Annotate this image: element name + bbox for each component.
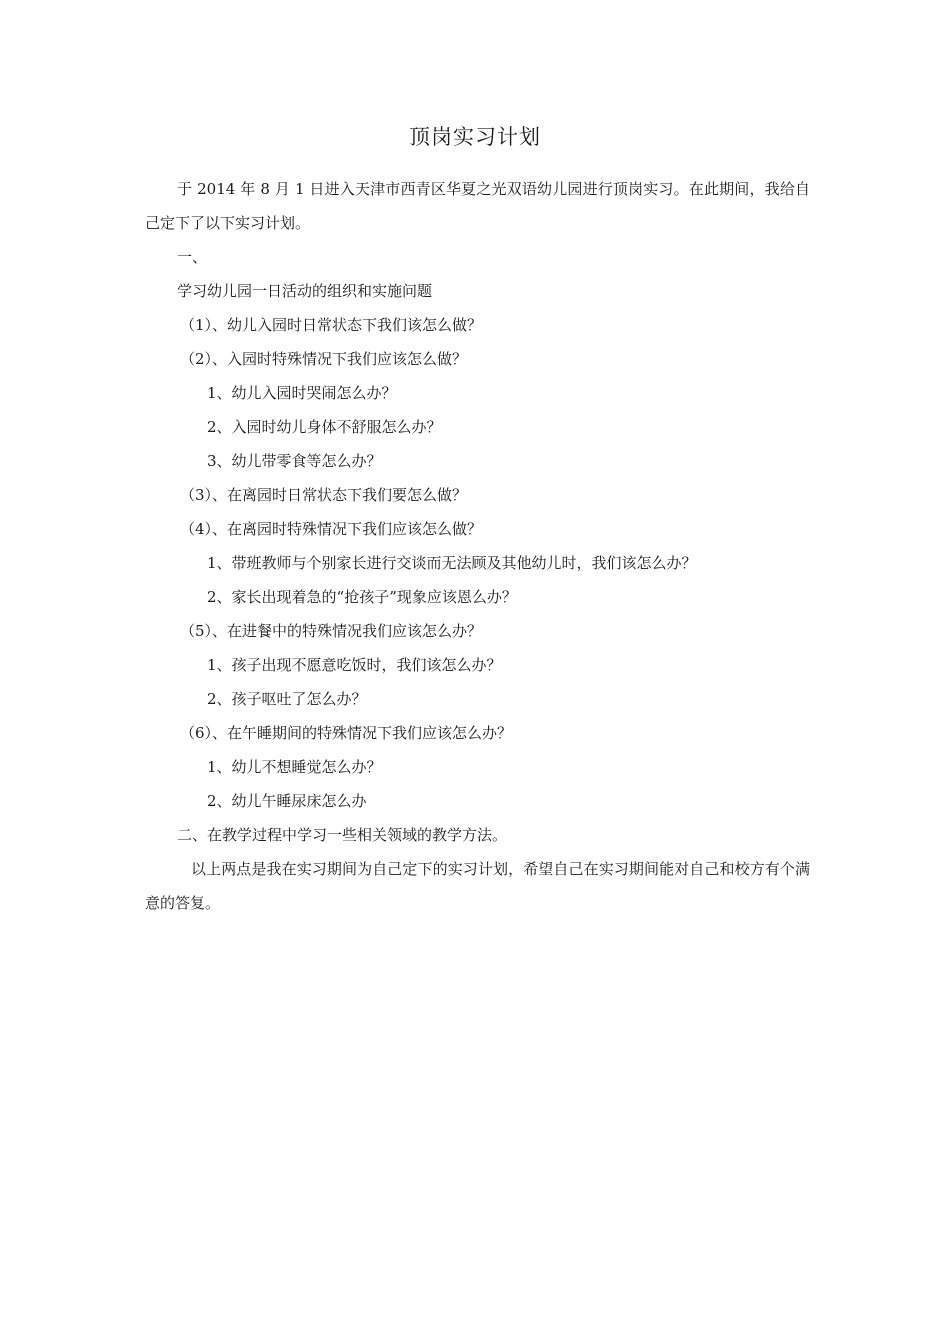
list-item-2-sub-2: 2、入园时幼儿身体不舒服怎么办？ <box>207 418 442 436</box>
list-item-5-sub-2: 2、孩子呕吐了怎么办？ <box>207 690 367 708</box>
list-item-3: （3）、在离园时日常状态下我们要怎么做？ <box>180 486 468 504</box>
list-item-5-sub-1: 1、孩子出现不愿意吃饭时，我们该怎么办？ <box>207 656 502 674</box>
section1-heading: 一、 <box>177 248 208 266</box>
section1-title: 学习幼儿园一日活动的组织和实施问题 <box>177 282 433 300</box>
intro-paragraph: 于 2014 年 8 月 1 日进入天津市西青区华夏之光双语幼儿园进行顶岗实习。在此期间，我给自己定下了以下实习计划。 <box>145 180 810 232</box>
document-body <box>145 172 810 920</box>
list-item-2-sub-3: 3、幼儿带零食等怎么办？ <box>207 452 382 470</box>
conclusion-paragraph: 以上两点是我在实习期间为自己定下的实习计划，希望自己在实习期间能对自己和校方有个满意的答复。 <box>145 860 810 912</box>
list-item-5: （5）、在进餐中的特殊情况我们应该怎么办？ <box>180 622 483 640</box>
list-item-2-sub-1: 1、幼儿入园时哭闹怎么办？ <box>207 384 397 402</box>
list-item-1: （1）、幼儿入园时日常状态下我们该怎么做？ <box>180 316 483 334</box>
list-item-6: （6）、在午睡期间的特殊情况下我们应该怎么办？ <box>180 724 513 742</box>
list-item-4-sub-1: 1、带班教师与个别家长进行交谈而无法顾及其他幼儿时，我们该怎么办？ <box>207 554 697 572</box>
document-title: 顶岗实习计划 <box>409 125 541 149</box>
section2-heading: 二、在教学过程中学习一些相关领域的教学方法。 <box>177 826 508 844</box>
list-item-6-sub-1: 1、幼儿不想睡觉怎么办？ <box>207 758 382 776</box>
list-item-2: （2）、入园时特殊情况下我们应该怎么做？ <box>180 350 468 368</box>
list-item-4: （4）、在离园时特殊情况下我们应该怎么做？ <box>180 520 483 538</box>
list-item-4-sub-2: 2、家长出现着急的“抢孩子”现象应该恩么办？ <box>207 588 517 606</box>
list-item-6-sub-2: 2、幼儿午睡尿床怎么办 <box>207 792 367 810</box>
